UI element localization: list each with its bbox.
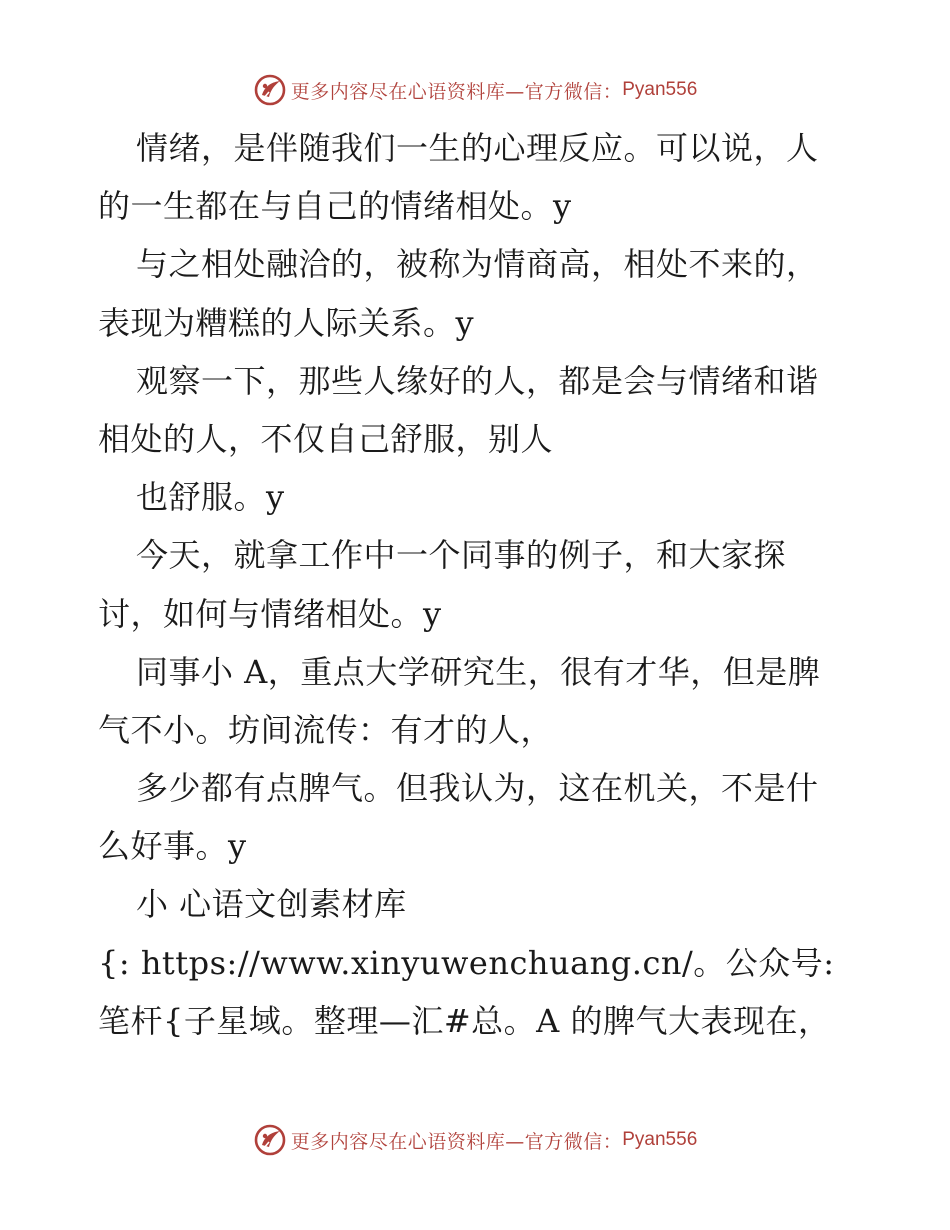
book-seal-icon <box>253 1123 287 1157</box>
text-line: 与之相处融洽的，被称为情商高，相处不来的， <box>136 245 819 284</box>
book-seal-icon <box>253 73 287 107</box>
text-line: 的一生都在与自己的情绪相处。y <box>98 187 572 226</box>
text-line: 讨，如何与情绪相处。y <box>98 594 442 633</box>
text-line: 么好事。y <box>98 827 247 866</box>
text-line: 气不小。坊间流传：有才的人， <box>98 710 554 749</box>
text-line: 相处的人，不仅自己舒服，别人 <box>98 419 554 458</box>
footer-wechat-id: Pyan556 <box>622 1129 698 1150</box>
text-line: 多少都有点脾气。但我认为，这在机关，不是什 <box>136 769 819 808</box>
text-line: 小 心语文创素材库 <box>136 885 407 924</box>
text-line: {: https://www.xinyuwenchuang.cn/。公众号: <box>98 943 835 982</box>
footer-banner <box>0 1118 950 1162</box>
text-line: 同事小 A，重点大学研究生，很有才华，但是脾 <box>136 652 821 691</box>
text-line: 今天，就拿工作中一个同事的例子，和大家探 <box>136 536 787 575</box>
text-line: 情绪，是伴随我们一生的心理反应。可以说，人 <box>136 129 819 167</box>
footer-text: 更多内容尽在心语资料库—官方微信： <box>290 1130 623 1153</box>
header-wechat-id: Pyan556 <box>622 79 698 100</box>
document-body <box>98 119 858 1050</box>
header-text: 更多内容尽在心语资料库—官方微信： <box>290 80 623 103</box>
text-line: 表现为糟糕的人际关系。y <box>98 303 475 342</box>
text-line: 观察一下，那些人缘好的人，都是会与情绪和谐 <box>136 361 819 400</box>
header-banner <box>0 68 950 112</box>
text-line: 也舒服。y <box>136 478 285 517</box>
text-line: 笔杆{子星域。整理—汇#总。A 的脾气大表现在， <box>98 1001 831 1040</box>
